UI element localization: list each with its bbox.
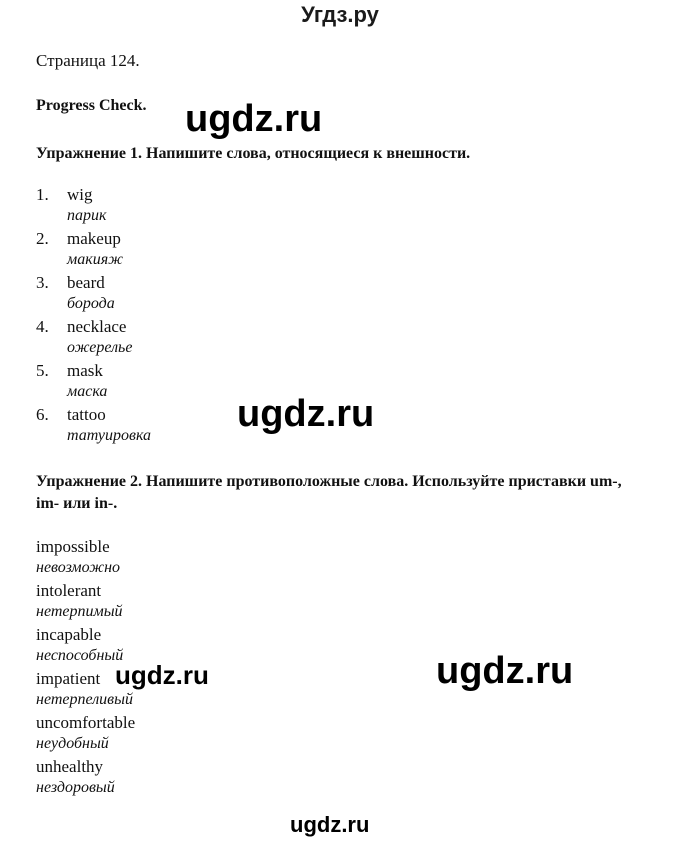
list-item-number: 3. (36, 273, 49, 292)
exercise-1-title: Упражнение 1. Напишите слова, относящиеся к внешности. (36, 145, 471, 162)
list-item-translation: невозможно (36, 559, 121, 576)
exercise-2-title: Упражнение 2. Напишите противоположные слова. Используйте приставки um-, im- или in-. (36, 473, 622, 512)
list-item-number: 2. (36, 229, 49, 248)
list-item-word: wig (67, 185, 93, 204)
list-item-word: impatient (36, 669, 101, 688)
watermark: ugdz.ru (436, 650, 574, 692)
watermark: ugdz.ru (237, 393, 375, 435)
list-item-word: beard (67, 273, 105, 292)
list-item-translation: нездоровый (36, 779, 115, 796)
list-item-word: uncomfortable (36, 713, 136, 732)
site-header-title: Угдз.ру (301, 2, 379, 27)
watermark: ugdz.ru (290, 812, 370, 837)
list-item-word: unhealthy (36, 757, 104, 776)
list-item-translation: парик (67, 207, 107, 224)
page-number: Страница 124. (36, 51, 140, 70)
list-item-translation: нетерпеливый (36, 691, 133, 708)
list-item-translation: неудобный (36, 735, 109, 752)
list-item-translation: маска (67, 383, 108, 400)
list-item-translation: борода (67, 295, 115, 312)
list-item-translation: нетерпимый (36, 603, 123, 620)
list-item-translation: татуировка (67, 427, 152, 444)
list-item-number: 5. (36, 361, 49, 380)
list-item-word: mask (67, 361, 103, 380)
list-item-number: 1. (36, 185, 49, 204)
list-item-number: 4. (36, 317, 49, 336)
list-item-word: tattoo (67, 405, 106, 424)
list-item-translation: макияж (67, 251, 124, 268)
section-title: Progress Check. (36, 97, 147, 114)
list-item-word: necklace (67, 317, 127, 336)
list-item-translation: ожерелье (67, 339, 133, 356)
list-item-word: incapable (36, 625, 102, 644)
list-item-word: intolerant (36, 581, 102, 600)
list-item-word: impossible (36, 537, 110, 556)
list-item-word: makeup (67, 229, 121, 248)
list-item-translation: неспособный (36, 647, 124, 664)
watermark: ugdz.ru (115, 660, 209, 690)
list-item-number: 6. (36, 405, 49, 424)
watermark: ugdz.ru (185, 98, 323, 140)
